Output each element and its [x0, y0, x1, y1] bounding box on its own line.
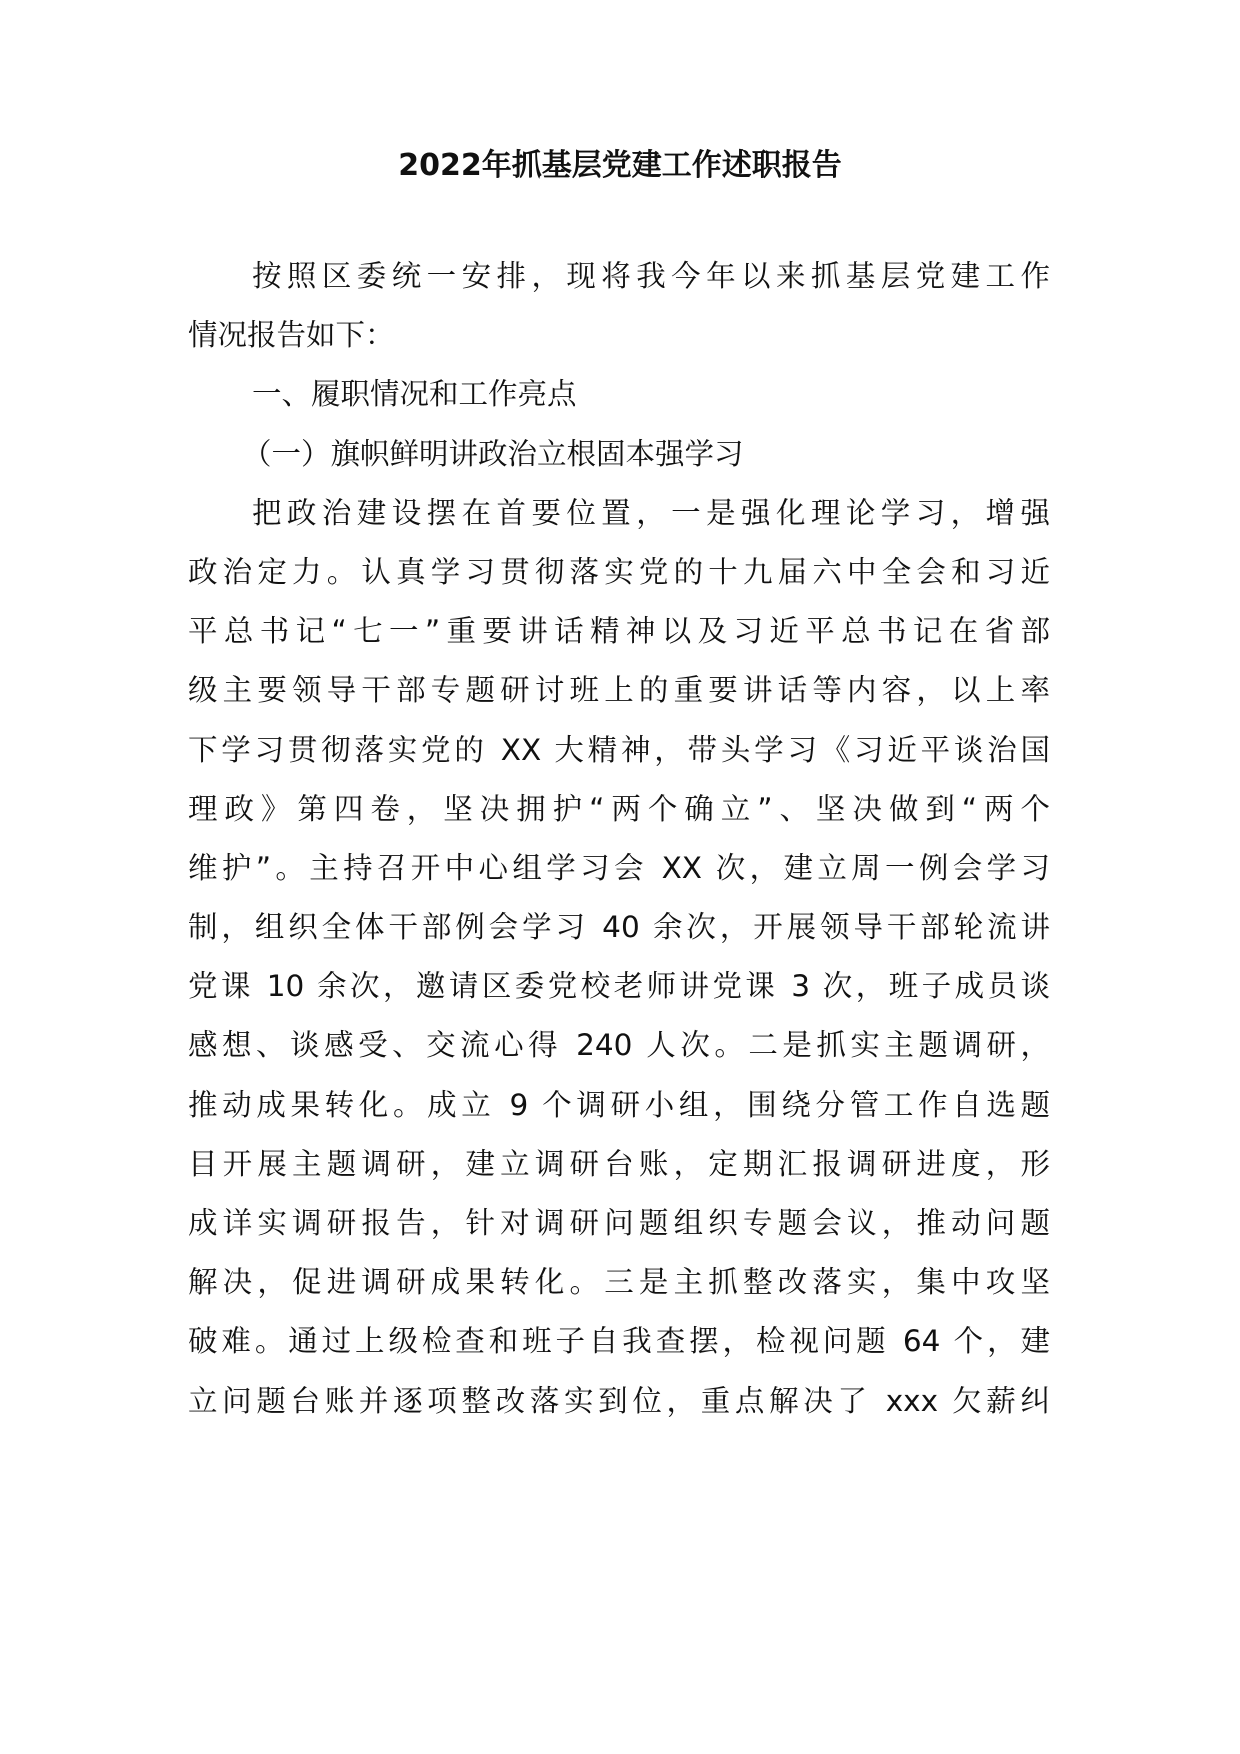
- subsection-heading: （一）旗帜鲜明讲政治立根固本强学习: [242, 436, 744, 471]
- paragraph-line: 立问题台账并逐项整改落实到位，重点解决了 xxx 欠薪纠: [188, 1383, 1050, 1418]
- paragraph-line: 党课 10 余次，邀请区委党校老师讲党课 3 次，班子成员谈: [188, 969, 1050, 1004]
- paragraph-line: 下学习贯彻落实党的 XX 大精神，带头学习《习近平谈治国: [188, 732, 1050, 767]
- paragraph-line: 情况报告如下：: [188, 318, 395, 353]
- paragraph-line: 解决，促进调研成果转化。三是主抓整改落实，集中攻坚: [188, 1265, 1050, 1300]
- paragraph-line: 感想、谈感受、交流心得 240 人次。二是抓实主题调研，: [188, 1028, 1050, 1063]
- paragraph-line: 政治定力。认真学习贯彻落实党的十九届六中全会和习近: [188, 554, 1050, 589]
- paragraph-line: 按照区委统一安排，现将我今年以来抓基层党建工作: [252, 259, 1050, 293]
- document-body: [188, 252, 1050, 1436]
- paragraph-line: 平总书记“七一”重要讲话精神以及习近平总书记在省部: [188, 614, 1050, 649]
- paragraph-line: 成详实调研报告，针对调研问题组织专题会议，推动问题: [188, 1206, 1050, 1240]
- paragraph-line: 目开展主题调研，建立调研台账，定期汇报调研进度，形: [188, 1146, 1050, 1181]
- document-title: 2022年抓基层党建工作述职报告: [398, 148, 842, 183]
- paragraph-line: 推动成果转化。成立 9 个调研小组，围绕分管工作自选题: [188, 1087, 1050, 1122]
- paragraph-line: 维护”。主持召开中心组学习会 XX 次，建立周一例会学习: [188, 850, 1050, 885]
- paragraph-line: 破难。通过上级检查和班子自我查摆，检视问题 64 个，建: [188, 1324, 1050, 1359]
- paragraph-line: 制，组织全体干部例会学习 40 余次，开展领导干部轮流讲: [188, 910, 1050, 945]
- paragraph-line: 级主要领导干部专题研讨班上的重要讲话等内容，以上率: [188, 673, 1050, 708]
- paragraph-line: 理政》第四卷，坚决拥护“两个确立”、坚决做到“两个: [188, 791, 1050, 826]
- paragraph-line: 把政治建设摆在首要位置，一是强化理论学习，增强: [252, 495, 1050, 530]
- section-heading: 一、履职情况和工作亮点: [252, 377, 577, 412]
